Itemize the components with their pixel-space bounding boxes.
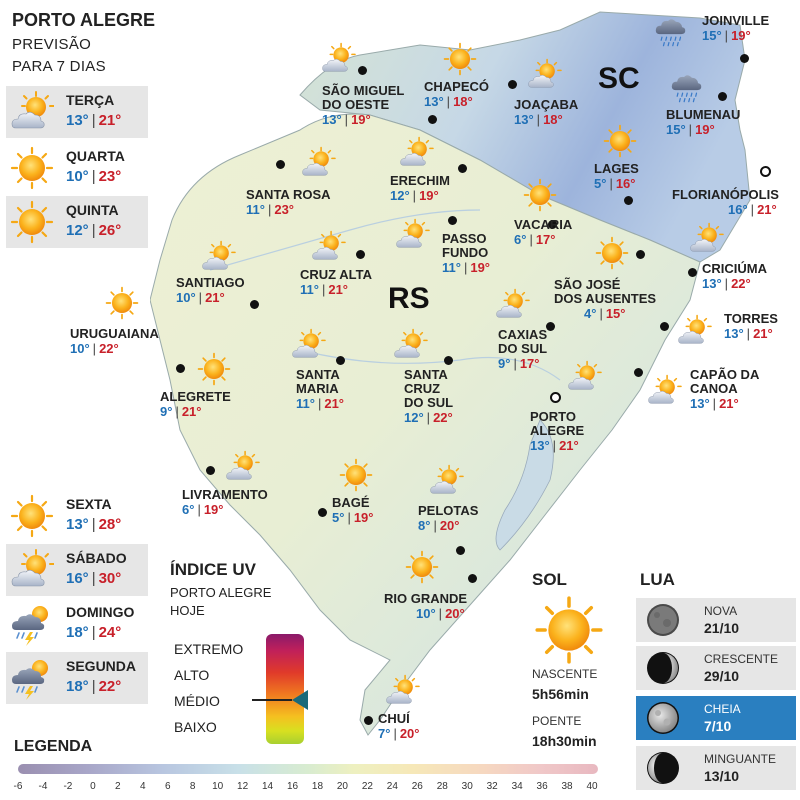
day-max: 22° bbox=[98, 678, 122, 695]
new-moon-icon bbox=[646, 603, 680, 637]
city-name: ERECHIM bbox=[390, 173, 450, 188]
sun-icon bbox=[10, 200, 54, 244]
city-name: CHUÍ bbox=[378, 711, 410, 726]
sun-cloud-icon bbox=[644, 374, 684, 408]
city-min: 11° bbox=[246, 202, 265, 217]
day-max: 28° bbox=[98, 516, 122, 533]
city-marker bbox=[176, 364, 185, 373]
city-name: PORTO bbox=[530, 409, 576, 424]
uv-scale-bar bbox=[266, 634, 304, 744]
sun-icon bbox=[440, 42, 480, 76]
sun-cloud-icon bbox=[382, 674, 422, 708]
city-santa-rosa: SANTA ROSA 11° | 23° bbox=[246, 187, 331, 217]
city-name: CAXIAS bbox=[498, 327, 548, 342]
city-rio-grande: RIO GRANDE 10° | 20° bbox=[384, 591, 468, 621]
city-marker bbox=[444, 356, 453, 365]
day-card: SEGUNDA 18° | 22° bbox=[6, 652, 148, 704]
city-marker bbox=[636, 250, 645, 259]
city-alegrete: ALEGRETE 9° | 21° bbox=[160, 389, 231, 419]
city-name: FUNDO bbox=[442, 245, 489, 260]
city-name: JOINVILLE bbox=[702, 13, 770, 28]
city-max: 21° bbox=[719, 396, 739, 411]
city-max: 18° bbox=[543, 112, 563, 127]
day-card: QUARTA 10° | 23° bbox=[6, 142, 148, 194]
legend-title: LEGENDA bbox=[14, 738, 93, 755]
city-name: DO SUL bbox=[498, 341, 548, 356]
city-name: SANTA bbox=[404, 367, 448, 382]
city-min: 4° bbox=[584, 306, 597, 321]
city-name: PELOTAS bbox=[418, 503, 479, 518]
sun-icon bbox=[592, 236, 632, 270]
state-label-sc: SC bbox=[598, 62, 640, 95]
legend-tick: 12 bbox=[237, 781, 249, 792]
day-min: 12° bbox=[66, 222, 89, 239]
waning-moon-icon bbox=[646, 751, 680, 785]
day-max: 26° bbox=[98, 222, 122, 239]
city-cruz-alta: CRUZ ALTA 11° | 21° bbox=[300, 267, 372, 297]
sun-title: SOL bbox=[532, 570, 567, 589]
moon-phase-name: CHEIA bbox=[704, 702, 741, 716]
city-min: 11° bbox=[300, 282, 319, 297]
city-marker bbox=[364, 716, 373, 725]
legend-tick: 20 bbox=[336, 781, 348, 792]
day-name: TERÇA bbox=[66, 92, 115, 108]
city-chapeco: CHAPECÓ 13° | 18° bbox=[424, 79, 490, 109]
city-min: 13° bbox=[530, 438, 550, 453]
city-marker bbox=[356, 250, 365, 259]
city-min: 10° bbox=[416, 606, 436, 621]
city-name: PASSO bbox=[442, 231, 487, 246]
legend-tick: 22 bbox=[361, 781, 373, 792]
sun-cloud-icon bbox=[426, 464, 466, 498]
day-min: 13° bbox=[66, 516, 89, 533]
city-min: 13° bbox=[702, 276, 722, 291]
sun-cloud-icon bbox=[392, 218, 432, 252]
city-name: DOS AUSENTES bbox=[554, 291, 657, 306]
city-marker bbox=[624, 196, 633, 205]
legend-tick: 30 bbox=[461, 781, 473, 792]
city-livramento: LIVRAMENTO 6° | 19° bbox=[182, 487, 268, 517]
legend-tick: 4 bbox=[140, 781, 146, 792]
legend-tick: 8 bbox=[189, 781, 196, 792]
city-marker bbox=[634, 368, 643, 377]
uv-location: PORTO ALEGRE bbox=[170, 585, 272, 600]
day-card: QUINTA 12° | 26° bbox=[6, 196, 148, 248]
city-max: 19° bbox=[470, 260, 491, 275]
sun-cloud-icon bbox=[288, 328, 328, 362]
day-name: SÁBADO bbox=[66, 550, 127, 566]
day-name: SEGUNDA bbox=[66, 658, 137, 674]
city-max: 19° bbox=[203, 502, 224, 517]
city-min: 13° bbox=[424, 94, 444, 109]
legend-tick: 16 bbox=[286, 781, 299, 792]
uv-current-marker bbox=[292, 690, 308, 710]
city-min: 16° bbox=[728, 202, 748, 217]
city-name: LAGES bbox=[594, 161, 639, 176]
city-min: 15° bbox=[666, 122, 686, 137]
sun-cloud-icon bbox=[390, 328, 430, 362]
moon-phase-name: CRESCENTE bbox=[704, 652, 779, 666]
city-marker bbox=[318, 508, 327, 517]
city-min: 15° bbox=[702, 28, 722, 43]
city-marker bbox=[456, 546, 465, 555]
city-min: 5° bbox=[332, 510, 345, 525]
storm-icon bbox=[10, 602, 54, 646]
city-name: SÃO JOSÉ bbox=[554, 277, 621, 292]
legend-tick: 10 bbox=[212, 781, 224, 792]
sun-icon bbox=[10, 146, 54, 190]
day-name: QUARTA bbox=[66, 148, 125, 164]
city-max: 20° bbox=[439, 518, 460, 533]
sun-cloud-icon bbox=[524, 58, 564, 92]
city-min: 13° bbox=[690, 396, 710, 411]
legend-tick: 24 bbox=[386, 781, 398, 792]
city-marker bbox=[740, 54, 749, 63]
city-marker bbox=[688, 268, 697, 277]
city-marker bbox=[468, 574, 477, 583]
city-uruguaiana: URUGUAIANA 10° | 22° bbox=[70, 326, 159, 356]
page-subtitle: PREVISÃO bbox=[12, 36, 92, 53]
city-bage: BAGÉ 5° | 19° bbox=[332, 495, 374, 525]
uv-level-alto: ALTO bbox=[174, 667, 210, 683]
city-min: 8° bbox=[418, 518, 431, 533]
city-name: SÃO MIGUEL bbox=[322, 83, 405, 98]
city-marker bbox=[660, 322, 669, 331]
city-name: VACARIA bbox=[514, 217, 573, 232]
city-name: BLUMENAU bbox=[666, 107, 741, 122]
city-max: 21° bbox=[753, 326, 773, 341]
city-vacaria: VACARIA 6° | 17° bbox=[514, 217, 573, 247]
legend-tick: 36 bbox=[536, 781, 548, 792]
city-santa-cruz-do-sul: SANTA CRUZ DO SUL 12° | 22° bbox=[404, 367, 454, 425]
city-min: 13° bbox=[514, 112, 534, 127]
city-min: 11° bbox=[442, 260, 461, 275]
city-min: 11° bbox=[296, 396, 315, 411]
capital-marker bbox=[760, 166, 771, 177]
sunset-time: 18h30min bbox=[532, 733, 597, 749]
legend-tick: 2 bbox=[115, 781, 121, 792]
city-min: 12° bbox=[404, 410, 424, 425]
city-name: ALEGRE bbox=[530, 423, 585, 438]
moon-phase-name: NOVA bbox=[704, 604, 738, 618]
city-name: BAGÉ bbox=[332, 495, 370, 510]
legend-tick: -6 bbox=[13, 781, 23, 792]
city-max: 22° bbox=[433, 410, 453, 425]
sun-icon bbox=[520, 178, 560, 212]
sun-cloud-icon bbox=[10, 548, 54, 592]
moon-title: LUA bbox=[640, 570, 675, 589]
legend-tick: 6 bbox=[164, 781, 171, 792]
city-name: LIVRAMENTO bbox=[182, 487, 268, 502]
city-max: 19° bbox=[351, 112, 371, 127]
day-min: 13° bbox=[66, 112, 89, 129]
city-marker bbox=[718, 92, 727, 101]
uv-day: HOJE bbox=[170, 603, 205, 618]
city-min: 10° bbox=[176, 290, 196, 305]
day-min: 18° bbox=[66, 624, 89, 641]
day-card: SEXTA 13° | 28° bbox=[6, 490, 148, 542]
city-max: 16° bbox=[615, 176, 636, 191]
city-santiago: SANTIAGO 10° | 21° bbox=[176, 275, 245, 305]
legend-tick: -4 bbox=[38, 781, 48, 792]
city-name: CANOA bbox=[690, 381, 738, 396]
city-torres: TORRES 13° | 21° bbox=[724, 311, 778, 341]
legend-tick: 34 bbox=[511, 781, 523, 792]
city-porto-alegre: PORTO ALEGRE 13° | 21° bbox=[530, 409, 585, 453]
city-erechim: ERECHIM 12° | 19° bbox=[390, 173, 450, 203]
sun-cloud-icon bbox=[308, 230, 348, 264]
city-min: 6° bbox=[182, 502, 195, 517]
day-card: DOMINGO 18° | 24° bbox=[6, 598, 148, 650]
city-marker bbox=[508, 80, 517, 89]
city-joinville: JOINVILLE 15° | 19° bbox=[702, 13, 770, 43]
city-name: CAPÃO DA bbox=[690, 367, 760, 382]
city-max: 22° bbox=[99, 341, 119, 356]
uv-level-extremo: EXTREMO bbox=[174, 641, 244, 657]
legend-tick: 0 bbox=[90, 781, 96, 792]
moon-phase-cheia bbox=[636, 696, 796, 740]
city-marker bbox=[276, 160, 285, 169]
city-min: 10° bbox=[70, 341, 90, 356]
city-marker bbox=[546, 322, 555, 331]
rain-icon bbox=[668, 70, 708, 104]
sun-icon bbox=[10, 494, 54, 538]
day-card: TERÇA 13° | 21° bbox=[6, 86, 148, 138]
sun-icon bbox=[102, 286, 142, 320]
city-max: 15° bbox=[605, 306, 626, 321]
city-name: DO SUL bbox=[404, 395, 454, 410]
moon-phase-crescente bbox=[636, 646, 796, 690]
moon-phase-minguante bbox=[636, 746, 796, 790]
city-max: 19° bbox=[353, 510, 374, 525]
city-min: 9° bbox=[160, 404, 173, 419]
city-name: DO OESTE bbox=[322, 97, 390, 112]
city-min: 6° bbox=[514, 232, 527, 247]
sun-cloud-icon bbox=[318, 42, 358, 76]
city-marker bbox=[358, 66, 367, 75]
city-marker bbox=[336, 356, 345, 365]
city-max: 21° bbox=[205, 290, 225, 305]
city-max: 17° bbox=[535, 232, 556, 247]
city-marker bbox=[458, 164, 467, 173]
moon-phase-nova bbox=[636, 598, 796, 642]
legend-tick: 26 bbox=[411, 781, 423, 792]
city-max: 21° bbox=[324, 396, 345, 411]
day-max: 21° bbox=[98, 112, 122, 129]
city-max: 19° bbox=[731, 28, 751, 43]
city-criciuma: CRICIÚMA 13° | 22° bbox=[702, 261, 767, 291]
city-max: 20° bbox=[445, 606, 465, 621]
sun-cloud-icon bbox=[222, 450, 262, 484]
sun-icon bbox=[534, 595, 604, 665]
moon-phase-date: 13/10 bbox=[704, 768, 740, 784]
legend-tick: 40 bbox=[586, 781, 598, 792]
legend-tick: 38 bbox=[561, 781, 573, 792]
sun-cloud-icon bbox=[564, 360, 604, 394]
day-min: 10° bbox=[66, 168, 89, 185]
city-min: 9° bbox=[498, 356, 511, 371]
city-capao-da-canoa: CAPÃO DA CANOA 13° | 21° bbox=[690, 367, 760, 411]
sun-cloud-icon bbox=[10, 90, 54, 134]
city-max: 21° bbox=[181, 404, 202, 419]
city-name: ALEGRETE bbox=[160, 389, 231, 404]
city-sao-miguel-do-oeste: SÃO MIGUEL DO OESTE 13° | 19° bbox=[322, 83, 405, 127]
moon-phase-date: 29/10 bbox=[704, 668, 740, 684]
city-caxias-do-sul: CAXIAS DO SUL 9° | 17° bbox=[498, 327, 548, 371]
city-max: 22° bbox=[731, 276, 751, 291]
city-name: TORRES bbox=[724, 311, 778, 326]
moon-phase-date: 21/10 bbox=[704, 620, 740, 636]
sun-cloud-icon bbox=[686, 222, 726, 256]
city-marker bbox=[428, 115, 437, 124]
city-santa-maria: SANTA MARIA 11° | 21° bbox=[296, 367, 345, 411]
sun-icon bbox=[194, 352, 234, 386]
city-name: SANTA ROSA bbox=[246, 187, 331, 202]
city-florianopolis: FLORIANÓPOLIS 16° | 21° bbox=[672, 187, 779, 217]
city-max: 21° bbox=[559, 438, 579, 453]
sun-cloud-icon bbox=[492, 288, 532, 322]
city-max: 21° bbox=[757, 202, 777, 217]
city-sao-jose-dos-ausentes: SÃO JOSÉ DOS AUSENTES 4° | 15° bbox=[554, 277, 657, 321]
legend-tick: 14 bbox=[262, 781, 274, 792]
city-min: 7° bbox=[378, 726, 391, 741]
city-name: URUGUAIANA bbox=[70, 326, 159, 341]
page-subtitle: PARA 7 DIAS bbox=[12, 58, 106, 75]
sunrise-label: NASCENTE bbox=[532, 667, 598, 681]
city-name: SANTIAGO bbox=[176, 275, 245, 290]
sun-cloud-icon bbox=[298, 146, 338, 180]
sun-icon bbox=[402, 550, 442, 584]
city-name: CRICIÚMA bbox=[702, 261, 767, 276]
legend-tick: -2 bbox=[63, 781, 73, 792]
day-name: SEXTA bbox=[66, 496, 112, 512]
sun-icon bbox=[600, 124, 640, 158]
city-max: 20° bbox=[399, 726, 420, 741]
storm-icon bbox=[10, 656, 54, 700]
legend-tick: 28 bbox=[436, 781, 448, 792]
uv-level-baixo: BAIXO bbox=[174, 719, 217, 735]
uv-current-line bbox=[252, 699, 292, 701]
city-marker bbox=[206, 466, 215, 475]
city-pelotas: PELOTAS 8° | 20° bbox=[418, 503, 479, 533]
legend-tick: 18 bbox=[311, 781, 324, 792]
rain-icon bbox=[652, 14, 692, 48]
legend-color-bar bbox=[18, 764, 598, 774]
city-chui: CHUÍ 7° | 20° bbox=[378, 711, 420, 741]
legend-tick: 32 bbox=[486, 781, 498, 792]
state-label-rs: RS bbox=[388, 282, 430, 315]
sunrise-time: 5h56min bbox=[532, 686, 589, 702]
city-name: SANTA bbox=[296, 367, 340, 382]
sunset-label: POENTE bbox=[532, 714, 582, 728]
day-max: 30° bbox=[98, 570, 122, 587]
city-name: CRUZ bbox=[404, 381, 441, 396]
city-blumenau: BLUMENAU 15° | 19° bbox=[666, 107, 741, 137]
day-min: 18° bbox=[66, 678, 89, 695]
moon-phase-name: MINGUANTE bbox=[704, 752, 776, 766]
city-name: JOAÇABA bbox=[514, 97, 579, 112]
city-name: CHAPECÓ bbox=[424, 79, 490, 94]
city-min: 13° bbox=[322, 112, 342, 127]
city-marker bbox=[448, 216, 457, 225]
day-card: SÁBADO 16° | 30° bbox=[6, 544, 148, 596]
day-min: 16° bbox=[66, 570, 89, 587]
city-max: 19° bbox=[419, 188, 439, 203]
city-name: MARIA bbox=[296, 381, 339, 396]
day-name: QUINTA bbox=[66, 202, 119, 218]
city-max: 23° bbox=[274, 202, 295, 217]
moon-phase-date: 7/10 bbox=[704, 718, 732, 734]
city-lages: LAGES 5° | 16° bbox=[594, 161, 639, 191]
city-marker bbox=[250, 300, 259, 309]
crescent-moon-icon bbox=[646, 651, 680, 685]
city-max: 19° bbox=[695, 122, 715, 137]
city-name: RIO GRANDE bbox=[384, 591, 468, 606]
city-min: 13° bbox=[724, 326, 744, 341]
city-max: 21° bbox=[328, 282, 349, 297]
page-title: PORTO ALEGRE bbox=[12, 10, 156, 30]
sun-icon bbox=[336, 458, 376, 492]
city-max: 17° bbox=[519, 356, 540, 371]
city-min: 12° bbox=[390, 188, 410, 203]
uv-title: ÍNDICE UV bbox=[170, 560, 256, 579]
city-joacaba: JOAÇABA 13° | 18° bbox=[514, 97, 579, 127]
day-max: 24° bbox=[98, 624, 122, 641]
city-min: 5° bbox=[594, 176, 607, 191]
sun-cloud-icon bbox=[396, 136, 436, 170]
city-name: FLORIANÓPOLIS bbox=[672, 187, 779, 202]
full-moon-icon bbox=[646, 701, 680, 735]
city-passo-fundo: PASSO FUNDO 11° | 19° bbox=[442, 231, 491, 275]
city-max: 18° bbox=[453, 94, 473, 109]
uv-level-medio: MÉDIO bbox=[174, 693, 220, 709]
city-name: CRUZ ALTA bbox=[300, 267, 372, 282]
sun-cloud-icon bbox=[198, 240, 238, 274]
sun-cloud-icon bbox=[674, 314, 714, 348]
day-max: 23° bbox=[98, 168, 122, 185]
day-name: DOMINGO bbox=[66, 604, 135, 620]
capital-marker bbox=[550, 392, 561, 403]
